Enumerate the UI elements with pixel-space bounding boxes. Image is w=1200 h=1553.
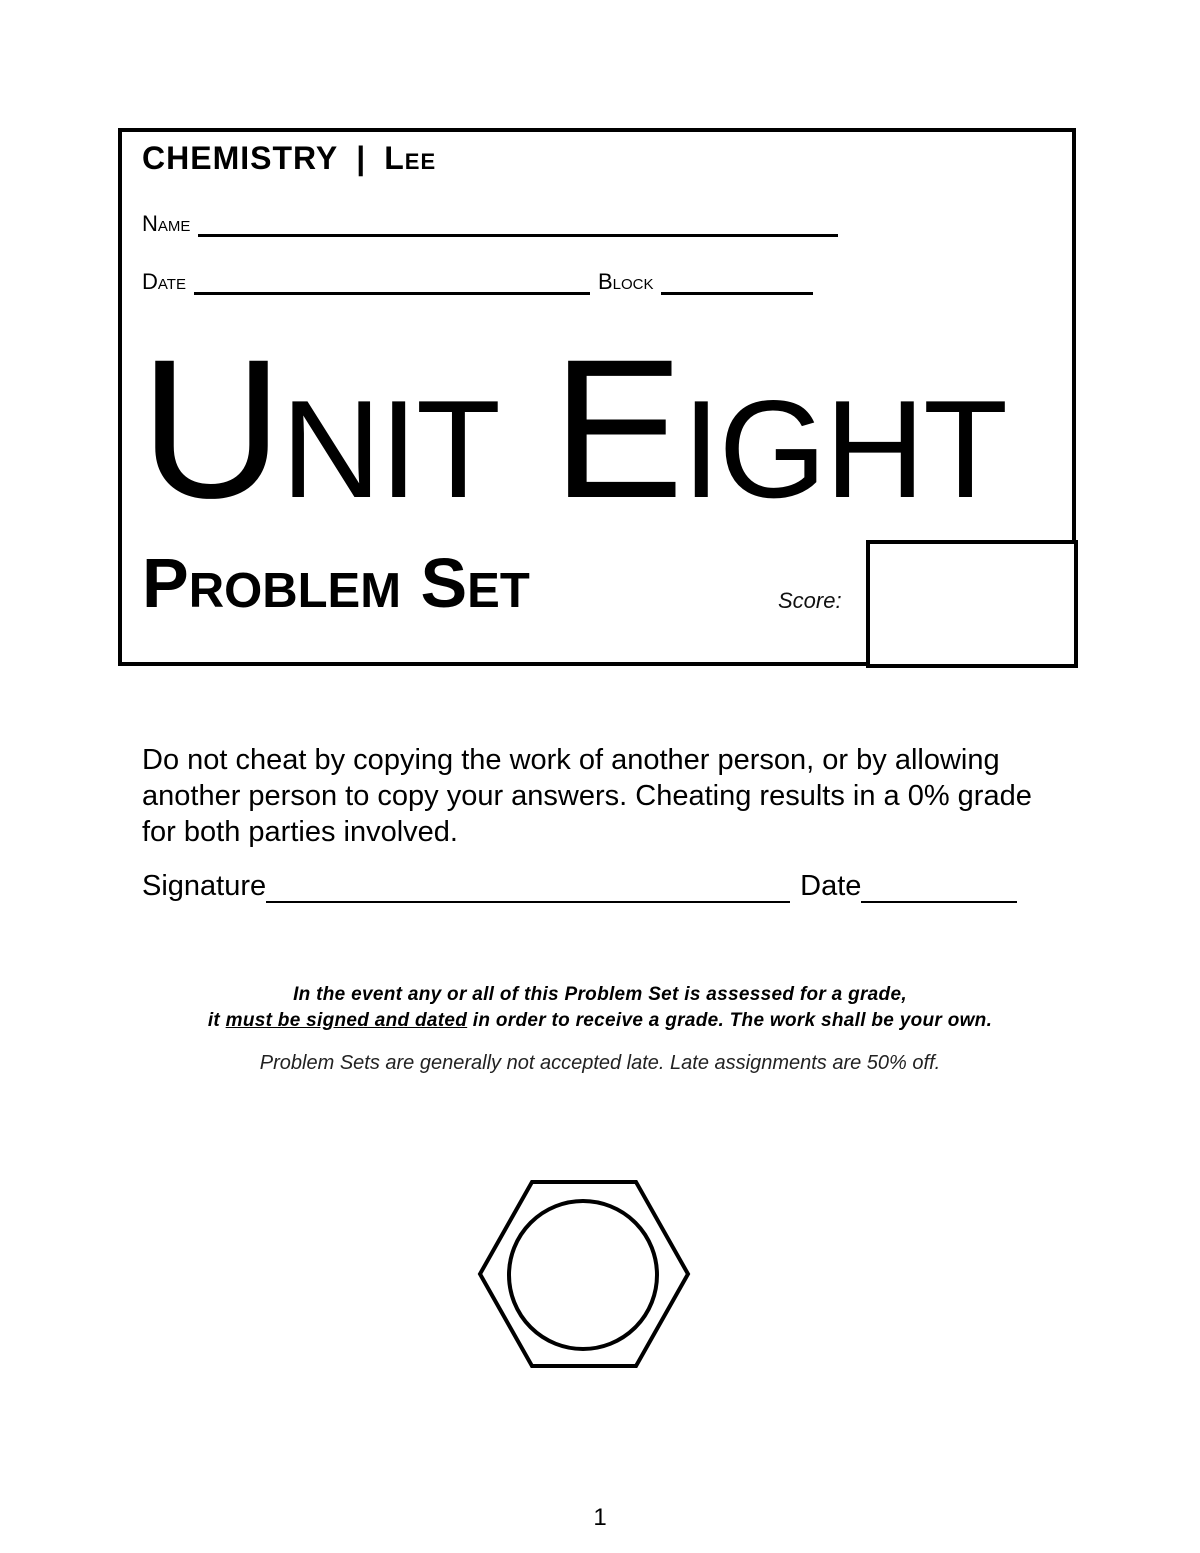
name-row xyxy=(142,210,838,237)
notice-start: it xyxy=(207,1010,226,1031)
score-box[interactable] xyxy=(866,540,1078,668)
signature-date-label: Date xyxy=(800,870,862,902)
signature-row xyxy=(142,870,1017,903)
date-label: Date xyxy=(142,269,186,294)
signature-label: Signature xyxy=(142,870,267,902)
date-field[interactable] xyxy=(194,268,590,295)
block-label: Block xyxy=(597,269,654,294)
unit-title: Unit Eight xyxy=(140,318,1006,539)
problem-set-title: Problem Set xyxy=(142,544,530,622)
page-number: 1 xyxy=(593,1504,607,1531)
name-label: Name xyxy=(142,211,191,236)
grading-notice-line-2 xyxy=(0,1010,1200,1032)
grading-notice-line-1: In the event any or all of this Problem Set is assessed for a grade, xyxy=(293,984,907,1005)
name-field[interactable] xyxy=(198,210,838,237)
date-block-row xyxy=(142,268,813,295)
course-name: CHEMISTRY xyxy=(142,140,339,176)
teacher-name: Lee xyxy=(384,140,437,176)
block-field[interactable] xyxy=(661,268,813,295)
notice-end: in order to receive a grade. The work shall be your own. xyxy=(467,1010,993,1031)
course-header xyxy=(142,140,436,177)
score-label: Score: xyxy=(778,588,842,613)
signature-field[interactable] xyxy=(266,875,790,903)
signature-date-field[interactable] xyxy=(861,875,1017,903)
benzene-ring-icon xyxy=(476,1178,692,1370)
honor-statement: Do not cheat by copying the work of another person, or by allowing another person to copy your answers. Cheating results in a 0% grade for both parties involved. xyxy=(142,744,1032,848)
late-policy: Problem Sets are generally not accepted late. Late assignments are 50% off. xyxy=(259,1052,941,1074)
notice-emphasis: must be signed and dated xyxy=(225,1010,468,1031)
course-separator: | xyxy=(356,140,367,176)
